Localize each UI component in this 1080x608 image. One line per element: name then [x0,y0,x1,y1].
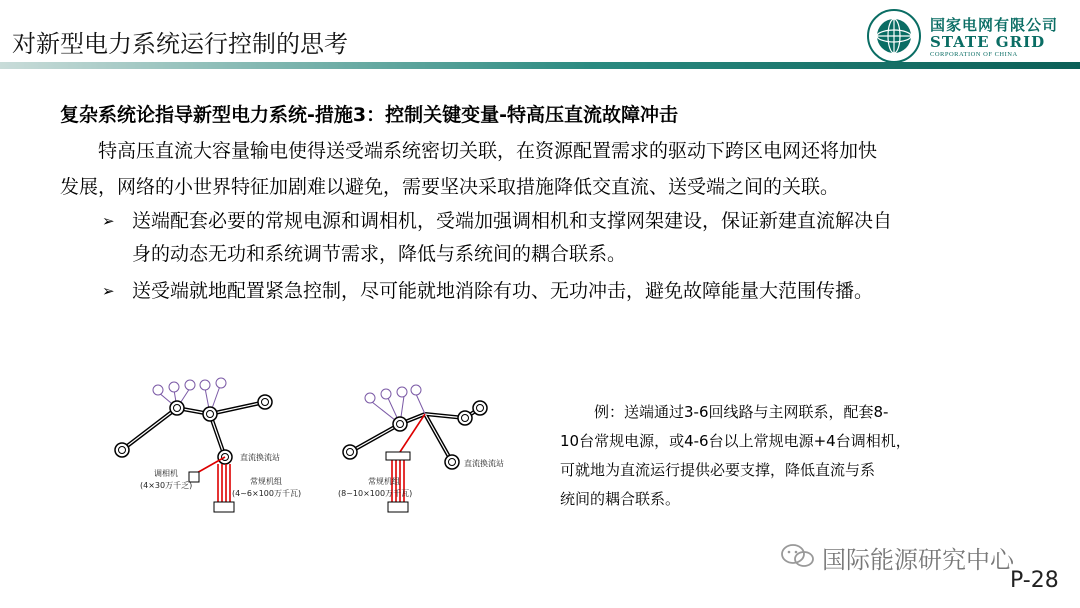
paragraph-line-1: 特高压直流大容量输电使得送受端系统密切关联，在资源配置需求的驱动下跨区电网还将加快 [98,140,878,162]
converter-station-label: 直流换流站 [240,453,280,462]
units-label: 常规机组 [250,477,282,486]
example-note [560,398,960,514]
units-spec-label: (4~6×100万千瓦) [232,489,302,498]
logo-english-name: STATE GRID [930,33,1046,51]
watermark-text: 国际能源研究中心 [822,546,1014,574]
units-spec-label: (8~10×100万千瓦) [338,489,413,498]
paragraph-line-2: 发展，网络的小世界特征加剧难以避免，需要坚决采取措施降低交直流、送受端之间的关联。 [60,176,840,198]
condenser-label: 调相机 [154,469,178,478]
page-number: P-28 [1010,568,1059,593]
grid-diagram-receiving [100,372,350,522]
header-divider [0,62,1080,69]
arrow-bullet-icon: ➢ [102,212,115,230]
logo-subtitle: CORPORATION OF CHINA [930,51,1018,58]
logo-chinese-name: 国家电网有限公司 [930,16,1059,34]
arrow-bullet-icon: ➢ [102,282,115,300]
example-line-3: 可就地为直流运行提供必要支撑，降低直流与系 [560,461,876,479]
bullet-1-line-1: 送端配套必要的常规电源和调相机，受端加强调相机和支撑网架建设，保证新建直流解决自 [132,210,893,232]
example-line-1: 例：送端通过3-6回线路与主网联系，配套8- [594,403,889,421]
condenser-spec-label: (4×30万千乏) [140,481,193,490]
slide-title: 对新型电力系统运行控制的思考 [12,30,348,58]
bullet-2-line-1: 送受端就地配置紧急控制，尽可能就地消除有功、无功冲击，避免故障能量大范围传播。 [132,280,874,302]
state-grid-logo [862,8,1072,62]
units-label: 常规机组 [368,477,400,486]
example-line-2: 10台常规电源，或4-6台以上常规电源+4台调相机， [560,432,911,450]
slide-header [0,0,1080,72]
state-grid-globe-icon [866,8,922,64]
grid-diagram-sending [330,372,560,522]
converter-station-label: 直流换流站 [464,459,504,468]
bullet-1-line-2: 身的动态无功和系统调节需求，降低与系统间的耦合联系。 [132,243,627,265]
example-line-4: 统间的耦合联系。 [560,490,681,508]
section-heading: 复杂系统论指导新型电力系统-措施3：控制关键变量-特高压直流故障冲击 [60,104,678,126]
wechat-icon [780,543,816,569]
